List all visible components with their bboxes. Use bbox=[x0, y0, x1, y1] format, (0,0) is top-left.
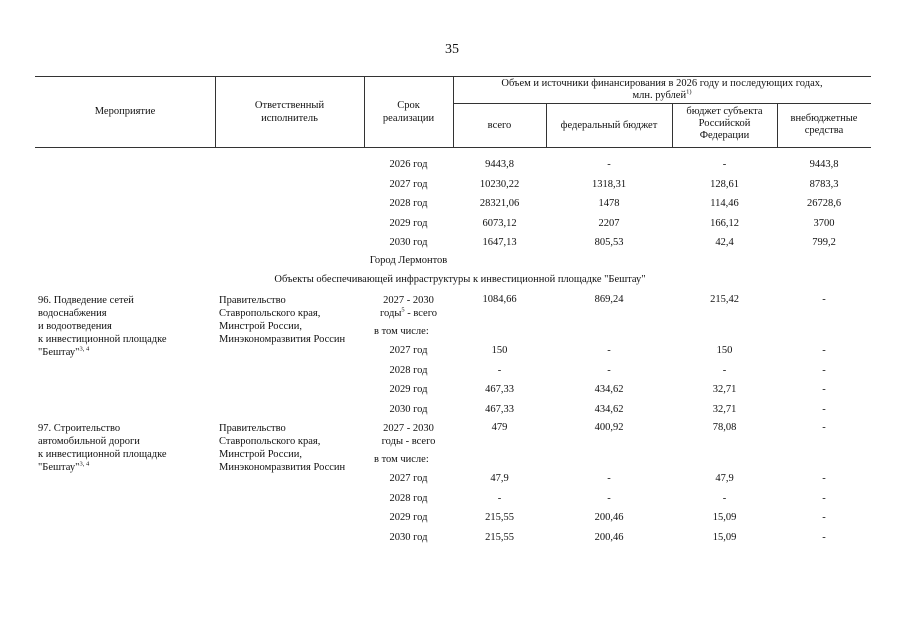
header-financing-footnote: 1) bbox=[686, 88, 692, 96]
item-name-text: 96. Подведение сетей bbox=[38, 295, 134, 306]
year-cell: 2027 год bbox=[389, 178, 428, 190]
item-responsible-line: Минэкономразвития Россин bbox=[219, 462, 346, 473]
header-subject-line: Российской bbox=[698, 118, 751, 129]
item-total-cell: 479 bbox=[491, 422, 508, 433]
item-name-line bbox=[38, 294, 214, 307]
federal-cell: 200,46 bbox=[594, 512, 624, 523]
total-cell: - bbox=[497, 364, 502, 376]
header-event: Мероприятие bbox=[94, 106, 156, 117]
offbudget-cell: 9443,8 bbox=[809, 159, 839, 170]
item-responsible bbox=[219, 294, 365, 346]
item-period-text: годы bbox=[381, 436, 403, 447]
header-period-line: реализации bbox=[382, 113, 435, 124]
item-subject-cell: 78,08 bbox=[712, 422, 737, 433]
item-name-line bbox=[38, 448, 214, 461]
header-offbudget-line: средства bbox=[804, 125, 844, 136]
header-bottom-rule bbox=[35, 147, 871, 148]
item-name bbox=[38, 422, 214, 474]
offbudget-cell: - bbox=[822, 403, 826, 415]
header-responsible-line: Ответственный bbox=[254, 100, 325, 111]
total-cell: 215,55 bbox=[485, 531, 514, 543]
total-cell: 28321,06 bbox=[479, 198, 520, 209]
including-label: в том числе: bbox=[374, 454, 429, 465]
year-cell: 2026 год bbox=[389, 159, 428, 170]
item-offbudget-cell: - bbox=[822, 294, 826, 305]
item-name-text: водоснабжения bbox=[38, 308, 107, 319]
header-financing bbox=[453, 78, 871, 102]
federal-cell: - bbox=[607, 159, 611, 170]
federal-cell: - bbox=[607, 364, 611, 376]
total-cell: - bbox=[497, 492, 502, 504]
header-federal: федеральный бюджет bbox=[560, 120, 658, 131]
total-cell: 6073,12 bbox=[482, 217, 517, 229]
subject-cell: 32,71 bbox=[712, 384, 737, 395]
item-responsible-line: Минэкономразвития Россин bbox=[219, 334, 346, 345]
total-cell: 47,9 bbox=[490, 473, 509, 484]
offbudget-cell: - bbox=[822, 492, 826, 504]
offbudget-cell: 799,2 bbox=[812, 237, 836, 248]
year-cell: 2028 год bbox=[389, 492, 428, 504]
item-name bbox=[38, 294, 214, 359]
offbudget-cell: - bbox=[822, 473, 826, 484]
total-cell: 1647,13 bbox=[482, 237, 517, 248]
section-title: Объекты обеспечивающей инфраструктуры к инвестиционной площадке "Бештау" bbox=[274, 274, 646, 285]
subject-cell: 150 bbox=[716, 345, 733, 356]
item-name-line bbox=[38, 333, 214, 346]
header-total: всего bbox=[487, 120, 512, 131]
federal-cell: - bbox=[607, 492, 611, 504]
including-label: в том числе: bbox=[374, 326, 429, 337]
item-name-text: "Бештау" bbox=[38, 462, 80, 473]
year-cell: 2030 год bbox=[389, 237, 428, 248]
item-federal-cell: 400,92 bbox=[594, 422, 624, 433]
federal-cell: 805,53 bbox=[594, 237, 624, 248]
item-name-text: к инвестиционной площадке bbox=[38, 334, 167, 345]
header-responsible bbox=[215, 99, 364, 125]
header-financing-line: Объем и источники финансирования в 2026 году и последующих годах, bbox=[501, 78, 823, 89]
subject-cell: 42,4 bbox=[715, 237, 734, 248]
header-offbudget bbox=[777, 113, 871, 137]
item-name-text: "Бештау" bbox=[38, 347, 80, 358]
total-cell: 467,33 bbox=[485, 403, 514, 415]
year-cell: 2029 год bbox=[389, 384, 428, 395]
item-name-line bbox=[38, 307, 214, 320]
item-offbudget-cell: - bbox=[822, 422, 826, 433]
item-federal-cell: 869,24 bbox=[594, 294, 624, 305]
year-cell: 2027 год bbox=[389, 345, 428, 356]
item-period bbox=[364, 422, 453, 448]
item-responsible-line: Правительство bbox=[219, 295, 286, 306]
total-cell: 467,33 bbox=[485, 384, 514, 395]
offbudget-cell: - bbox=[822, 512, 826, 523]
item-responsible-line: Ставропольского края, bbox=[219, 436, 321, 447]
item-responsible-line: Минстрой России, bbox=[219, 321, 302, 332]
subject-cell: 128,61 bbox=[710, 178, 739, 190]
offbudget-cell: 26728,6 bbox=[806, 198, 842, 209]
header-financing-line bbox=[453, 90, 871, 102]
header-subject-line: Федерации bbox=[699, 130, 750, 141]
federal-cell: 434,62 bbox=[594, 403, 624, 415]
subject-cell: - bbox=[722, 492, 727, 504]
total-cell: 10230,22 bbox=[479, 178, 520, 190]
header-subject-line: бюджет субъекта bbox=[686, 106, 763, 117]
federal-cell: 1318,31 bbox=[591, 178, 627, 190]
year-cell: 2029 год bbox=[389, 512, 428, 523]
header-financing-unit: млн. рублей bbox=[632, 90, 687, 101]
item-responsible-line: Ставропольского края, bbox=[219, 308, 321, 319]
item-name-line bbox=[38, 320, 214, 333]
city-title: Город Лермонтов bbox=[369, 255, 448, 266]
item-period-suffix: - всего bbox=[404, 308, 438, 319]
item-name-footnote: 3, 4 bbox=[79, 345, 90, 353]
item-name-line bbox=[38, 346, 214, 359]
item-period-line: 2027 - 2030 bbox=[383, 423, 434, 434]
year-cell: 2030 год bbox=[389, 531, 428, 543]
subject-cell: - bbox=[722, 159, 727, 170]
offbudget-cell: - bbox=[822, 531, 826, 543]
total-cell: 215,55 bbox=[485, 512, 514, 523]
year-cell: 2029 год bbox=[389, 217, 428, 229]
item-name-footnote: 3, 4 bbox=[79, 460, 90, 468]
item-name-line bbox=[38, 461, 214, 474]
offbudget-cell: 8783,3 bbox=[809, 178, 839, 190]
subject-cell: 114,46 bbox=[710, 198, 739, 209]
header-period-line: Срок bbox=[397, 100, 420, 111]
year-cell: 2028 год bbox=[389, 198, 428, 209]
item-responsible-line: Минстрой России, bbox=[219, 449, 302, 460]
offbudget-cell: - bbox=[822, 384, 826, 395]
federal-cell: 434,62 bbox=[594, 384, 624, 395]
offbudget-cell: 3700 bbox=[813, 217, 835, 229]
item-period-text: годы bbox=[379, 308, 402, 319]
header-responsible-line: исполнитель bbox=[261, 113, 318, 124]
page-number: 35 bbox=[445, 42, 459, 57]
item-period bbox=[364, 294, 453, 320]
total-cell: 9443,8 bbox=[485, 159, 514, 170]
header-offbudget-line: внебюджетные bbox=[790, 113, 858, 124]
year-cell: 2030 год bbox=[389, 403, 428, 415]
federal-cell: - bbox=[607, 473, 611, 484]
federal-cell: 200,46 bbox=[594, 531, 624, 543]
year-cell: 2028 год bbox=[389, 364, 428, 376]
item-total-cell: 1084,66 bbox=[482, 294, 517, 305]
federal-cell: 1478 bbox=[598, 198, 620, 209]
subject-cell: 32,71 bbox=[712, 403, 737, 415]
offbudget-cell: - bbox=[822, 364, 826, 376]
item-name-text: к инвестиционной площадке bbox=[38, 449, 167, 460]
subject-cell: 15,09 bbox=[712, 531, 737, 543]
header-period bbox=[364, 99, 453, 125]
item-responsible-line: Правительство bbox=[219, 423, 286, 434]
federal-cell: 2207 bbox=[598, 217, 620, 229]
offbudget-cell: - bbox=[822, 345, 826, 356]
item-name-text: 97. Строительство bbox=[38, 423, 121, 434]
item-name-line bbox=[38, 422, 214, 435]
financing-subhead-rule bbox=[453, 103, 871, 104]
total-cell: 150 bbox=[491, 345, 508, 356]
year-cell: 2027 год bbox=[389, 473, 428, 484]
subject-cell: 166,12 bbox=[710, 217, 739, 229]
item-period-footnote: 5 bbox=[401, 306, 405, 314]
item-period-line bbox=[364, 307, 453, 320]
item-period-suffix: - всего bbox=[403, 436, 436, 447]
item-name-line bbox=[38, 435, 214, 448]
subject-cell: 47,9 bbox=[715, 473, 734, 484]
subject-cell: - bbox=[722, 364, 727, 376]
item-responsible bbox=[219, 422, 365, 474]
federal-cell: - bbox=[607, 345, 611, 356]
subject-cell: 15,09 bbox=[712, 512, 737, 523]
item-period-line bbox=[364, 435, 453, 448]
header-subject bbox=[672, 106, 777, 142]
item-period-line: 2027 - 2030 bbox=[383, 295, 434, 306]
item-name-text: автомобильной дороги bbox=[38, 436, 140, 447]
item-name-text: и водоотведения bbox=[38, 321, 112, 332]
item-subject-cell: 215,42 bbox=[710, 294, 739, 305]
